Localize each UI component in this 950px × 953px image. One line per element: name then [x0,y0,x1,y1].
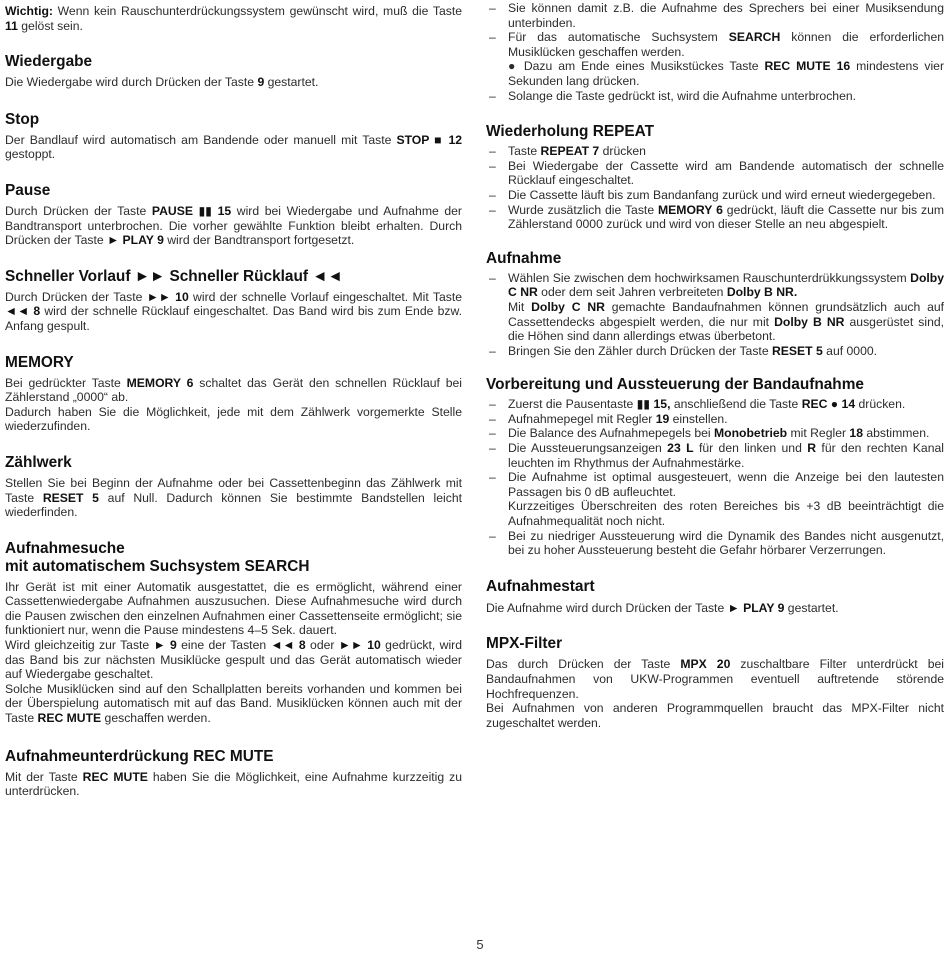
section-text-vorlauf: Durch Drücken der Taste ►► 10 wird der schnelle Vorlauf eingeschaltet. Mit Taste ◄◄ 8 wird der schnelle Rücklauf eingeschaltet. Das Band wird bis zum Ende bzw. Anfang gespult. [5,289,462,333]
list-item: – Wurde zusätzlich die Taste MEMORY 6 gedrückt, läuft die Cassette nur bis zum Zählerstand 0000 zurück und wird von dieser Stelle an neu abgespielt. [486,203,944,232]
list-item: – Wählen Sie zwischen dem hochwirksamen Rauschunterdrükkungssystem Dolby C NR oder dem seit Jahren verbreiteten Dolby B NR. Mit Dolby C NR gemachte Bandaufnahmen können grundsätzlich auch auf Cassettendecks abgespielt werden, die nur mit Dolby B NR ausgerüstet sind, die Höhen sind dann allerdings etwas überbetont. [486,271,944,344]
list-item: – Taste REPEAT 7 drücken [486,144,944,159]
list-item: – Solange die Taste gedrückt ist, wird die Aufnahme unterbrochen. [486,89,944,104]
section-title-aussteuerung: Vorbereitung und Aussteuerung der Bandaufnahme [486,376,864,394]
right-column [486,0,944,730]
list-item: – Die Aufnahme ist optimal ausgesteuert, wenn die Anzeige bei den lautesten Passagen bis 0 dB aufleuchtet. Kurzzeitiges Überschreiten des roten Bereiches bis +3 dB beeinträchtigt die Aufnahmequalität noch nicht. [486,470,944,528]
list-item: – Bei Wiedergabe der Cassette wird am Bandende automatisch der schnelle Rücklauf eingeschaltet. [486,159,944,188]
section-title-stop: Stop [5,110,40,128]
recmute-list [486,1,944,103]
section-title-mpx: MPX-Filter [486,635,563,653]
section-text-wiedergabe: Die Wiedergabe wird durch Drücken der Taste 9 gestartet. [5,75,319,90]
repeat-list [486,144,944,232]
list-item: – Bei zu niedriger Aussteuerung wird die Dynamik des Bandes nicht ausgenutzt, bei zu hoher Aussteuerung besteht die Gefahr hörbarer Verzerrungen. [486,529,944,558]
section-title-zaehlwerk: Zählwerk [5,453,72,471]
section-title-memory: MEMORY [5,353,74,371]
list-item: – Die Aussteuerungsanzeigen 23 L für den linken und R für den rechten Kanal leuchten im Rhythmus der Aufnahmestärke. [486,441,944,470]
section-text-mpx: Das durch Drücken der Taste MPX 20 zuschaltbare Filter unterdrückt bei Bandaufnahmen von UKW-Programmen eventuell auftretende störende Hochfrequenzen. Bei Aufnahmen von anderen Programmquellen braucht das MPX-Filter nicht zugeschaltet werden. [486,657,945,730]
section-title-vorlauf: Schneller Vorlauf ►► Schneller Rücklauf ◄◄ [5,267,343,285]
section-title-repeat: Wiederholung REPEAT [486,123,655,141]
list-item: – Zuerst die Pausentaste ▮▮ 15, anschließend die Taste REC ● 14 drücken. [486,397,944,412]
section-title-recmute: Aufnahmeunterdrückung REC MUTE [5,747,274,765]
left-column [5,0,462,799]
aufnahme-list [486,271,944,359]
important-note: Wichtig: Wenn kein Rauschunterdrückungssystem gewünscht wird, muß die Taste 11 gelöst sein. [5,4,462,33]
section-text-pause: Durch Drücken der Taste PAUSE ▮▮ 15 wird bei Wiedergabe und Aufnahme der Bandtransport unterbrochen. Die vorher gewählte Funktion bleibt erhalten. Durch Drücken der Taste ► PLAY 9 wird der Bandtransport fortgesetzt. [5,203,462,248]
list-item: – Aufnahmepegel mit Regler 19 einstellen. [486,412,944,427]
section-text-zaehlwerk: Stellen Sie bei Beginn der Aufnahme oder bei Cassettenbeginn das Zählwerk mit Taste RESET 5 auf Null. Dadurch können Sie bestimmte Bandstellen leicht wiederfinden. [5,475,462,520]
section-title-pause: Pause [5,181,51,199]
aussteuerung-list [486,397,944,558]
list-item: – Bringen Sie den Zähler durch Drücken der Taste RESET 5 auf 0000. [486,344,944,359]
list-item: – Sie können damit z.B. die Aufnahme des Sprechers bei einer Musiksendung unterbinden. [486,1,944,30]
section-text-recmute: Mit der Taste REC MUTE haben Sie die Möglichkeit, eine Aufnahme kurzzeitig zu unterdrücken. [5,769,463,799]
section-title-suche: Aufnahmesuche mit automatischem Suchsystem SEARCH [5,539,310,575]
section-title-wiedergabe: Wiedergabe [5,53,93,71]
section-title-aufnahme: Aufnahme [486,249,562,267]
section-text-suche: Ihr Gerät ist mit einer Automatik ausgestattet, die es ermöglicht, während einer Cassettenwiedergabe Aufnahmen auszusuchen. Diese Aufnahmesuche wird durch die Pausen zwischen den einzelnen Aufnahmen einer Cassettenseite ermöglicht; sie funktioniert nur, wenn die Pause mindestens 4–5 Sek. dauert. Wird gleichzeitig zur Taste ► 9 eine der Tasten ◄◄ 8 oder ►► 10 gedrückt, wird das Band bis zur nächsten Musiklücke gespult und das Gerät automatisch wieder auf Wiedergabe geschaltet. Solche Musiklücken sind auf den Schallplatten bereits vorhanden und kommen bei der Überspielung automatisch mit auf das Band. Musiklücken können auch mit der Taste REC MUTE geschaffen werden. [5,579,462,726]
list-item: – Für das automatische Suchsystem SEARCH können die erforderlichen Musiklücken geschaffen werden. ● Dazu am Ende eines Musikstückes Taste REC MUTE 16 mindestens vier Sekunden lang drücken. [486,30,944,88]
section-text-aufnahmestart: Die Aufnahme wird durch Drücken der Taste ► PLAY 9 gestartet. [486,600,839,615]
section-text-stop: Der Bandlauf wird automatisch am Bandende oder manuell mit Taste STOP ■ 12 gestoppt. [5,132,462,162]
page-number: 5 [476,937,484,952]
list-item: – Die Balance des Aufnahmepegels bei Monobetrieb mit Regler 18 abstimmen. [486,426,944,441]
section-title-aufnahmestart: Aufnahmestart [486,577,595,595]
section-text-memory: Bei gedrückter Taste MEMORY 6 schaltet das Gerät den schnellen Rücklauf bei Zählerstand „0000“ ab. Dadurch haben Sie die Möglichkeit, jede mit dem Zählwerk vorgemerkte Stelle wiederzufinden. [5,375,462,434]
list-item: – Die Cassette läuft bis zum Bandanfang zurück und wird erneut wiedergegeben. [486,188,944,203]
